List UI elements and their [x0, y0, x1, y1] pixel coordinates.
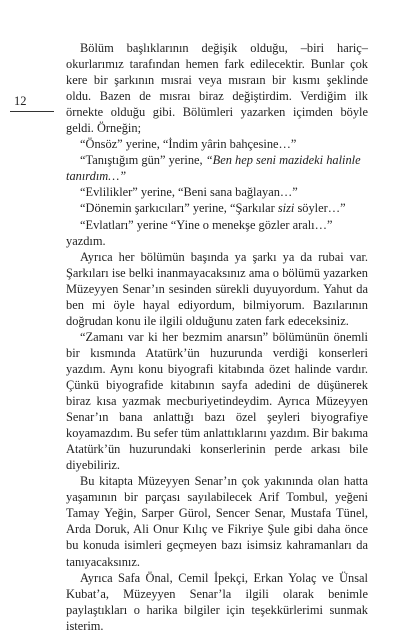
quote-line-4 — [66, 200, 368, 216]
paragraph-people: Bu kitapta Müzeyyen Senar’ın çok yakınında olan hatta yaşamının bir parçası sayılabilecek Arif Tombul, yeğeni Tamay Yeğin, Sarper Gürol, Sencer Senar, Mustafa Tünel, Arda Doruk, Ali Onur Kılıç ve Fikriye Şule gibi daha önce bu konuda isimleri geçmeyen bazı isimsiz kahramanları da tanıyacaksınız. — [66, 474, 368, 569]
paragraph-ataturk: “Zamanı var ki her bezmim anarsın” bölümünün önemli bir kısmında Atatürk’ün huzurunda verdiği konserleri yazdım. Aynı konu biyografi kitabında özet halinde vardır. Çünkü biyografide kitabının sayfa adedini de düşünerek biraz kısa yazmak mecburiyetindeydim. Ayrıca Müzeyyen Senar’ın bana anlattığı bazı özel şeyleri biyografiye koyamazdım. Bu sefer tüm anlattıklarını yazdım. Bir bakıma Atatürk’ün huzurundaki konserlerinin perde arkası bile diyebiliriz. — [66, 329, 368, 473]
quote-line-4-italic: sizi — [277, 201, 295, 216]
quote-line-4-start: “Dönemin şarkıcıları” yerine, “Şarkılar — [80, 201, 278, 216]
body-text — [66, 40, 368, 634]
page-number-rule — [10, 111, 54, 112]
page-number: 12 — [14, 94, 27, 108]
quote-line-1: “Önsöz” yerine, “İndim yârin bahçesine…” — [80, 137, 297, 152]
quote-line-3: “Evlilikler” yerine, “Beni sana bağlayan…” — [80, 185, 298, 200]
quote-line-2-italic: “Ben hep seni mazideki halinle tanırdım…” — [66, 153, 361, 184]
quote-line-4-end: söyler…” — [294, 201, 346, 216]
paragraph-intro: Bölüm başlıklarının değişik olduğu, –biri hariç– okurlarımız tarafından hemen fark edilecektir. Bunlar çok kere bir şarkının mısrai veya mısraın bir kısmı şeklinde oldu. Bazen de mısraı biraz değiştirdim. Verdiğim ilk örnekte olduğu gibi. Bölümleri yazarken içimden böyle geldi. Örneğin; — [66, 41, 368, 136]
paragraph-thanks: Ayrıca Safa Önal, Cemil İpekçi, Erkan Yolaç ve Ünsal Kubat’a, Müzeyyen Senar’la ilgili olarak benimle paylaştıkları o harika bilgiler için teşekkürlerimi sunmak isterim. — [66, 570, 368, 633]
quote-line-2-plain: “Tanıştığım gün” yerine, — [80, 153, 206, 168]
paragraph-rubai: Ayrıca her bölümün başında ya şarkı ya da rubai var. Şarkıları ise belki inanmayacaksınız ama o bölümü yazarken Müzeyyen Senar’ın sesinden sürekli duyuyordum. Yahut da ben mi öyle hayal ediyordum, bilmiyorum. Bazılarının doğrudan konu ile ilgili olduğunu zaten fark edeceksiniz. — [66, 249, 368, 328]
quote-line-5: “Evlatları” yerine “Yine o menekşe gözler aralı…” yazdım. — [66, 217, 333, 248]
quote-line-2 — [66, 152, 368, 184]
